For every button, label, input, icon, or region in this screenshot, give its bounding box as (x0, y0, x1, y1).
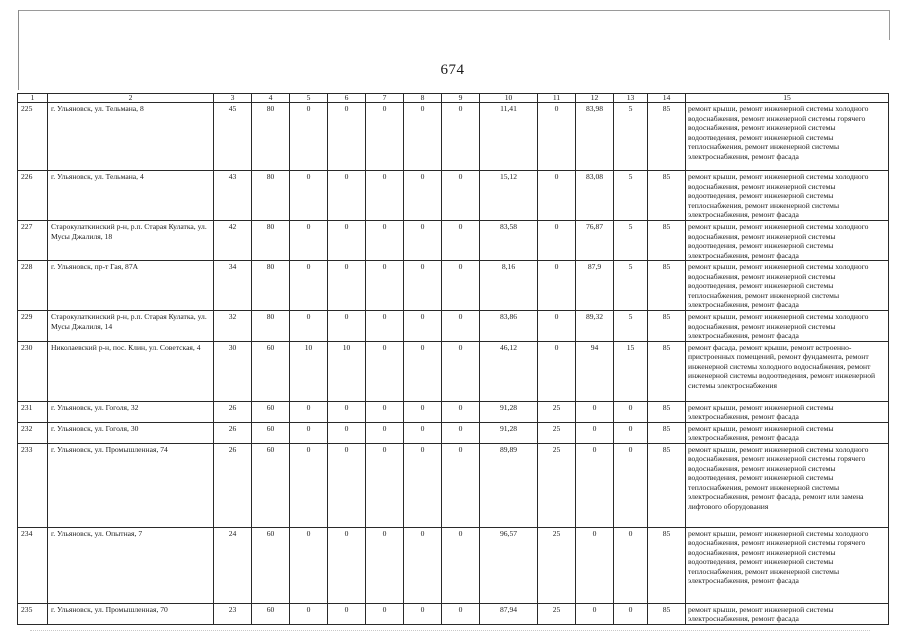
table-row (18, 103, 889, 171)
col-header-8: 8 (404, 94, 442, 103)
cell-row-number: 226 (18, 171, 48, 221)
cell-address: г. Ульяновск, ул. Промышленная, 70 (48, 603, 214, 624)
cell-col-13: 5 (614, 261, 648, 311)
cell-col-6: 0 (328, 443, 366, 527)
cell-col-10: 96,57 (480, 527, 538, 603)
table-row (18, 422, 889, 443)
cell-row-number: 225 (18, 103, 48, 171)
col-header-14: 14 (648, 94, 686, 103)
table-row (18, 341, 889, 401)
cell-col-9: 0 (442, 261, 480, 311)
cell-col-10: 83,86 (480, 311, 538, 342)
cell-col-9: 0 (442, 341, 480, 401)
col-header-6: 6 (328, 94, 366, 103)
cell-col-12: 94 (576, 341, 614, 401)
table-row (18, 221, 889, 261)
cell-col-7: 0 (366, 221, 404, 261)
col-header-10: 10 (480, 94, 538, 103)
cell-col-14: 85 (648, 221, 686, 261)
cell-col-3: 43 (214, 171, 252, 221)
cell-works: ремонт крыши, ремонт инженерной системы электроснабжения, ремонт фасада (686, 603, 889, 624)
col-header-3: 3 (214, 94, 252, 103)
cell-row-number: 228 (18, 261, 48, 311)
cell-col-11: 25 (538, 401, 576, 422)
table-row (18, 527, 889, 603)
cell-col-9: 0 (442, 527, 480, 603)
cell-col-7: 0 (366, 527, 404, 603)
cell-address: Старокулаткинский р-н, р.п. Старая Кулатка, ул. Мусы Джалиля, 14 (48, 311, 214, 342)
cell-col-3: 24 (214, 527, 252, 603)
cell-works: ремонт крыши, ремонт инженерной системы холодного водоснабжения, ремонт инженерной системы водоотведения, ремонт инженерной системы электроснабжения, ремонт фасада (686, 221, 889, 261)
table-row (18, 311, 889, 342)
cell-works: ремонт крыши, ремонт инженерной системы электроснабжения, ремонт фасада (686, 401, 889, 422)
cell-address: Старокулаткинский р-н, р.п. Старая Кулатка, ул. Мусы Джалиля, 18 (48, 221, 214, 261)
cell-col-7: 0 (366, 261, 404, 311)
cell-col-8: 0 (404, 171, 442, 221)
cell-col-3: 26 (214, 401, 252, 422)
cell-works: ремонт крыши, ремонт инженерной системы холодного водоснабжения, ремонт инженерной системы водоотведения, ремонт инженерной системы теплоснабжения, ремонт инженерной системы электроснабжения, ремонт фасада (686, 171, 889, 221)
cell-col-3: 30 (214, 341, 252, 401)
cell-col-13: 5 (614, 221, 648, 261)
cell-col-14: 85 (648, 603, 686, 624)
cell-works: ремонт крыши, ремонт инженерной системы холодного водоснабжения, ремонт инженерной системы водоотведения, ремонт инженерной системы теплоснабжения, ремонт инженерной системы электроснабжения, ремонт фасада (686, 261, 889, 311)
cell-col-4: 80 (252, 171, 290, 221)
cell-col-4: 60 (252, 341, 290, 401)
cell-col-8: 0 (404, 341, 442, 401)
cell-col-7: 0 (366, 103, 404, 171)
cell-row-number: 230 (18, 341, 48, 401)
cell-row-number: 229 (18, 311, 48, 342)
cell-col-3: 26 (214, 422, 252, 443)
cell-col-9: 0 (442, 311, 480, 342)
cell-col-13: 0 (614, 527, 648, 603)
table-body (18, 103, 889, 625)
cell-works: ремонт крыши, ремонт инженерной системы холодного водоснабжения, ремонт инженерной системы горячего водоснабжения, ремонт инженерной системы водоотведения, ремонт инженерной системы теплоснабжения, ремонт инженерной системы электроснабжения, ремонт фасада (686, 527, 889, 603)
cell-col-5: 0 (290, 171, 328, 221)
col-header-5: 5 (290, 94, 328, 103)
cell-col-4: 60 (252, 443, 290, 527)
cell-col-5: 0 (290, 311, 328, 342)
cell-col-12: 0 (576, 603, 614, 624)
cell-col-3: 32 (214, 311, 252, 342)
cell-works: ремонт крыши, ремонт инженерной системы электроснабжения, ремонт фасада (686, 422, 889, 443)
cell-col-13: 5 (614, 103, 648, 171)
cell-col-10: 46,12 (480, 341, 538, 401)
col-header-7: 7 (366, 94, 404, 103)
cell-address: г. Ульяновск, ул. Гоголя, 30 (48, 422, 214, 443)
cell-col-9: 0 (442, 603, 480, 624)
cell-col-7: 0 (366, 443, 404, 527)
cell-col-12: 0 (576, 527, 614, 603)
cell-col-6: 0 (328, 311, 366, 342)
cell-col-12: 87,9 (576, 261, 614, 311)
cell-col-4: 80 (252, 261, 290, 311)
col-header-13: 13 (614, 94, 648, 103)
cell-col-12: 83,08 (576, 171, 614, 221)
cell-address: г. Ульяновск, ул. Тельмана, 8 (48, 103, 214, 171)
cell-col-8: 0 (404, 221, 442, 261)
cell-col-6: 0 (328, 527, 366, 603)
cell-row-number: 233 (18, 443, 48, 527)
col-header-4: 4 (252, 94, 290, 103)
cell-col-6: 0 (328, 103, 366, 171)
cell-address: г. Ульяновск, ул. Промышленная, 74 (48, 443, 214, 527)
cell-col-4: 60 (252, 401, 290, 422)
cell-col-11: 0 (538, 221, 576, 261)
cell-col-10: 89,89 (480, 443, 538, 527)
cell-col-10: 15,12 (480, 171, 538, 221)
cell-col-7: 0 (366, 603, 404, 624)
cell-col-10: 11,41 (480, 103, 538, 171)
cell-col-13: 15 (614, 341, 648, 401)
cell-col-14: 85 (648, 171, 686, 221)
cell-col-12: 83,98 (576, 103, 614, 171)
cell-col-4: 80 (252, 103, 290, 171)
cell-address: Николаевский р-н, пос. Клин, ул. Советская, 4 (48, 341, 214, 401)
cell-works: ремонт крыши, ремонт инженерной системы холодного водоснабжения, ремонт инженерной системы электроснабжения, ремонт фасада (686, 311, 889, 342)
repair-program-table (17, 93, 889, 625)
cell-col-9: 0 (442, 401, 480, 422)
cell-col-10: 83,58 (480, 221, 538, 261)
cell-col-9: 0 (442, 221, 480, 261)
cell-col-7: 0 (366, 171, 404, 221)
cell-col-13: 0 (614, 603, 648, 624)
cell-col-9: 0 (442, 422, 480, 443)
cell-col-5: 0 (290, 221, 328, 261)
scan-noise-line (30, 630, 870, 632)
cell-col-7: 0 (366, 311, 404, 342)
header-row (18, 94, 889, 103)
cell-address: г. Ульяновск, пр-т Гая, 87А (48, 261, 214, 311)
cell-col-5: 0 (290, 527, 328, 603)
cell-col-10: 87,94 (480, 603, 538, 624)
cell-row-number: 231 (18, 401, 48, 422)
cell-col-5: 10 (290, 341, 328, 401)
cell-col-11: 25 (538, 603, 576, 624)
cell-col-3: 26 (214, 443, 252, 527)
col-header-12: 12 (576, 94, 614, 103)
cell-col-13: 0 (614, 422, 648, 443)
cell-col-14: 85 (648, 261, 686, 311)
col-header-1: 1 (18, 94, 48, 103)
cell-works: ремонт крыши, ремонт инженерной системы холодного водоснабжения, ремонт инженерной системы горячего водоснабжения, ремонт инженерной системы водоотведения, ремонт инженерной системы теплоснабжения, ремонт инженерной системы электроснабжения, ремонт фасада, ремонт или замена лифтового оборудования (686, 443, 889, 527)
col-header-11: 11 (538, 94, 576, 103)
scan-edge-top (18, 10, 890, 11)
cell-col-12: 0 (576, 443, 614, 527)
cell-col-4: 60 (252, 422, 290, 443)
cell-col-7: 0 (366, 341, 404, 401)
cell-col-13: 0 (614, 443, 648, 527)
cell-col-8: 0 (404, 261, 442, 311)
col-header-15: 15 (686, 94, 889, 103)
table-row (18, 443, 889, 527)
cell-col-11: 0 (538, 171, 576, 221)
cell-col-9: 0 (442, 171, 480, 221)
cell-col-13: 5 (614, 171, 648, 221)
cell-address: г. Ульяновск, ул. Опытная, 7 (48, 527, 214, 603)
cell-row-number: 234 (18, 527, 48, 603)
cell-col-14: 85 (648, 103, 686, 171)
cell-col-3: 42 (214, 221, 252, 261)
table-row (18, 603, 889, 624)
cell-col-4: 60 (252, 603, 290, 624)
cell-col-4: 80 (252, 221, 290, 261)
cell-address: г. Ульяновск, ул. Гоголя, 32 (48, 401, 214, 422)
cell-col-3: 45 (214, 103, 252, 171)
cell-col-13: 0 (614, 401, 648, 422)
cell-col-14: 85 (648, 443, 686, 527)
scan-edge-right (889, 10, 890, 40)
cell-col-14: 85 (648, 341, 686, 401)
cell-col-6: 0 (328, 221, 366, 261)
cell-col-11: 25 (538, 443, 576, 527)
cell-col-8: 0 (404, 311, 442, 342)
cell-col-5: 0 (290, 443, 328, 527)
cell-row-number: 232 (18, 422, 48, 443)
col-header-9: 9 (442, 94, 480, 103)
cell-col-8: 0 (404, 443, 442, 527)
cell-col-11: 25 (538, 422, 576, 443)
cell-col-4: 60 (252, 527, 290, 603)
col-header-2: 2 (48, 94, 214, 103)
cell-col-12: 0 (576, 422, 614, 443)
cell-col-11: 25 (538, 527, 576, 603)
cell-col-6: 0 (328, 603, 366, 624)
cell-address: г. Ульяновск, ул. Тельмана, 4 (48, 171, 214, 221)
cell-col-6: 0 (328, 171, 366, 221)
table-row (18, 401, 889, 422)
cell-works: ремонт фасада, ремонт крыши, ремонт встроенно-пристроенных помещений, ремонт фундамента, ремонт инженерной системы холодного водоснабжения, ремонт инженерной системы водоотведения, ремонт инженерной системы электроснабжения (686, 341, 889, 401)
cell-col-4: 80 (252, 311, 290, 342)
cell-col-11: 0 (538, 103, 576, 171)
cell-col-14: 85 (648, 401, 686, 422)
cell-col-8: 0 (404, 422, 442, 443)
cell-col-14: 85 (648, 527, 686, 603)
cell-col-6: 0 (328, 401, 366, 422)
cell-col-8: 0 (404, 603, 442, 624)
table-row (18, 261, 889, 311)
page-number: 674 (440, 62, 465, 78)
cell-col-5: 0 (290, 261, 328, 311)
cell-works: ремонт крыши, ремонт инженерной системы холодного водоснабжения, ремонт инженерной системы горячего водоснабжения, ремонт инженерной системы водоотведения, ремонт инженерной системы теплоснабжения, ремонт инженерной системы электроснабжения, ремонт фасада (686, 103, 889, 171)
cell-col-10: 91,28 (480, 422, 538, 443)
cell-col-8: 0 (404, 527, 442, 603)
cell-col-14: 85 (648, 422, 686, 443)
cell-col-7: 0 (366, 401, 404, 422)
cell-col-9: 0 (442, 103, 480, 171)
cell-col-14: 85 (648, 311, 686, 342)
cell-col-11: 0 (538, 261, 576, 311)
cell-col-8: 0 (404, 103, 442, 171)
cell-col-9: 0 (442, 443, 480, 527)
cell-col-5: 0 (290, 103, 328, 171)
cell-col-6: 10 (328, 341, 366, 401)
cell-row-number: 235 (18, 603, 48, 624)
cell-row-number: 227 (18, 221, 48, 261)
cell-col-3: 34 (214, 261, 252, 311)
cell-col-5: 0 (290, 603, 328, 624)
cell-col-3: 23 (214, 603, 252, 624)
cell-col-6: 0 (328, 261, 366, 311)
cell-col-5: 0 (290, 401, 328, 422)
cell-col-11: 0 (538, 341, 576, 401)
cell-col-10: 91,28 (480, 401, 538, 422)
cell-col-6: 0 (328, 422, 366, 443)
cell-col-11: 0 (538, 311, 576, 342)
cell-col-8: 0 (404, 401, 442, 422)
cell-col-13: 5 (614, 311, 648, 342)
cell-col-12: 0 (576, 401, 614, 422)
cell-col-12: 76,87 (576, 221, 614, 261)
cell-col-7: 0 (366, 422, 404, 443)
cell-col-12: 89,32 (576, 311, 614, 342)
cell-col-10: 8,16 (480, 261, 538, 311)
cell-col-5: 0 (290, 422, 328, 443)
table-header (18, 94, 889, 103)
table-row (18, 171, 889, 221)
